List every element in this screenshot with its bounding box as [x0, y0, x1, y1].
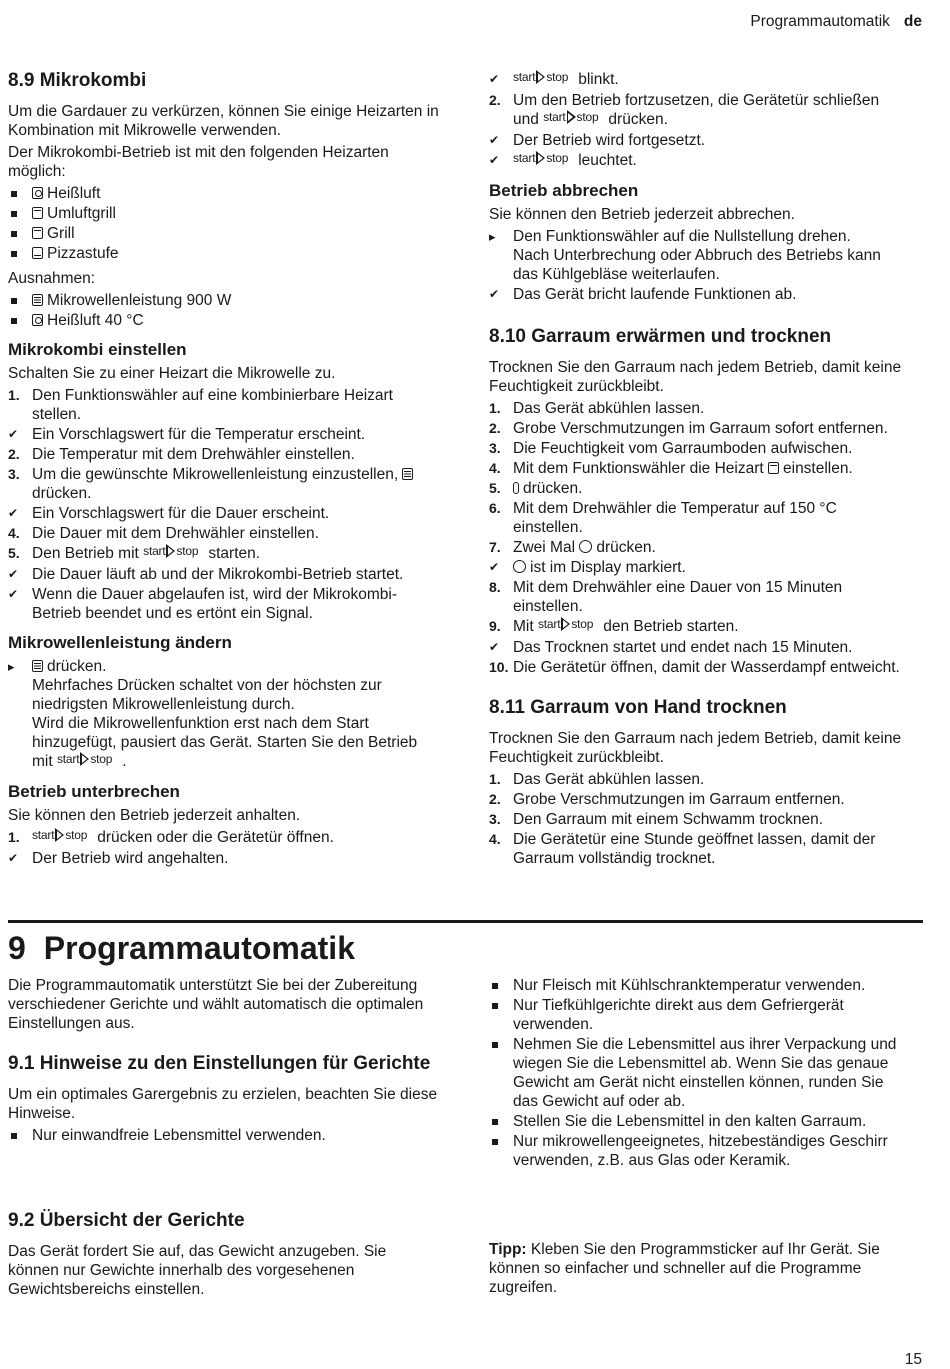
list-item: 3. Die Feuchtigkeit vom Garraumboden aufwischen. — [489, 440, 853, 457]
right-column-bottom — [489, 976, 909, 1174]
hot-air-icon — [32, 314, 43, 326]
s811-intro: Trocknen Sie den Garraum nach jedem Betrieb, damit keine Feuchtigkeit zurückbleibt. — [489, 730, 902, 766]
list-item: Pizzastufe — [8, 244, 440, 263]
list-item: Nur mikrowellengeeignetes, hitzebeständiges Geschirr verwenden, z.B. aus Glas oder Keramik. — [513, 1133, 888, 1169]
list-item: Grill — [8, 224, 440, 243]
start-stop-icon: start stop — [543, 110, 599, 124]
list-item: 1. start stop drücken oder die Gerätetür öffnen. — [8, 828, 334, 846]
s91-bullets-right — [489, 976, 909, 1170]
set-combi-steps — [8, 386, 440, 623]
s810-steps — [489, 399, 909, 677]
microwave-icon — [32, 660, 43, 672]
list-item: ist im Display markiert. — [489, 558, 909, 577]
list-item: Nehmen Sie die Lebensmittel aus ihrer Verpackung und wiegen Sie die Lebensmittel ab. Wenn Sie das genaue Gewicht am Gerät nicht einstellen können, runden Sie das Gewicht auf oder ab. — [513, 1036, 897, 1110]
list-item: Der Betrieb wird angehalten. — [32, 850, 229, 867]
list-item: 2. Die Temperatur mit dem Drehwähler einstellen. — [8, 446, 355, 463]
pause-steps — [8, 828, 440, 868]
list-item: 4. Mit dem Funktionswähler die Heizart einstellen. — [489, 460, 853, 477]
chapter-intro: Die Programmautomatik unterstützt Sie bei der Zubereitung verschiedener Gerichte und wählt automatisch die optimalen Einstellungen aus. — [8, 977, 424, 1032]
list-item: 3. Den Garraum mit einem Schwamm trocknen. — [489, 811, 824, 828]
exceptions-list — [8, 291, 440, 330]
list-item: 1. Das Gerät abkühlen lassen. — [489, 400, 705, 417]
grill-icon — [32, 227, 43, 239]
exceptions-label: Ausnahmen: — [8, 270, 96, 287]
list-item: 4. Die Dauer mit dem Drehwähler einstellen. — [8, 525, 319, 542]
thermometer-icon — [513, 482, 519, 494]
s811-steps — [489, 770, 909, 868]
set-combi-heading: Mikrokombi einstellen — [8, 340, 187, 359]
start-stop-icon: start stop — [32, 828, 88, 842]
heating-modes-list — [8, 184, 440, 263]
start-stop-icon: start stop — [513, 70, 569, 84]
list-item: Nur Fleisch mit Kühlschranktemperatur verwenden. — [513, 977, 866, 994]
circulating-grill-icon — [32, 207, 43, 219]
cancel-intro: Sie können den Betrieb jederzeit abbrechen. — [489, 206, 795, 223]
list-item: 8. Mit dem Drehwähler eine Dauer von 15 Minuten einstellen. — [489, 579, 843, 615]
list-item: Der Betrieb wird fortgesetzt. — [513, 132, 706, 149]
list-item: Wenn die Dauer abgelaufen ist, wird der Mikrokombi-Betrieb beendet und es ertönt ein Signal. — [32, 586, 397, 622]
hot-air-icon — [32, 187, 43, 199]
list-item: 10. Die Gerätetür öffnen, damit der Wasserdampf entweicht. — [489, 659, 900, 676]
start-stop-icon: start stop — [56, 752, 113, 766]
list-item: Umluftgrill — [8, 204, 440, 223]
list-item: Die Dauer läuft ab und der Mikrokombi-Betrieb startet. — [32, 566, 404, 583]
list-item: 1. Den Funktionswähler auf eine kombinierbare Heizart stellen. — [8, 387, 393, 423]
tip-text: Kleben Sie den Programmsticker auf Ihr Gerät. Sie können so einfacher und schneller auf die Programme zugreifen. — [489, 1241, 880, 1296]
s92-intro: Das Gerät fordert Sie auf, das Gewicht anzugeben. Sie können nur Gewichte innerhalb des vorgesehenen Gewichtsbereichs einstellen. — [8, 1243, 387, 1298]
start-stop-icon: start stop — [143, 544, 199, 558]
s810-intro: Trocknen Sie den Garraum nach jedem Betrieb, damit keine Feuchtigkeit zurückbleibt. — [489, 359, 902, 395]
list-item: 5. Den Betrieb mit start stop starten. — [8, 544, 261, 562]
clock-icon — [513, 560, 526, 573]
list-item: Das Gerät bricht laufende Funktionen ab. — [513, 286, 797, 303]
list-item: Ein Vorschlagswert für die Dauer erscheint. — [32, 505, 330, 522]
list-item: 9. Mit start stop den Betrieb starten. — [489, 617, 739, 635]
pause-steps-cont — [489, 70, 909, 171]
s89-intro: Um die Gardauer zu verkürzen, können Sie einige Heizarten in Kombination mit Mikrowelle verwenden. — [8, 103, 439, 139]
list-item: Den Funktionswähler auf die Nullstellung drehen. Nach Unterbrechung oder Abbruch des Betriebs kann das Kühlgebläse weiterlaufen. — [513, 228, 881, 283]
s89-intro2: Der Mikrokombi-Betrieb ist mit den folgenden Heizarten möglich: — [8, 144, 389, 180]
list-item: Mikrowellenleistung 900 W — [8, 291, 440, 310]
pause-heading: Betrieb unterbrechen — [8, 782, 180, 801]
tip-label: Tipp: — [489, 1241, 527, 1258]
section-8-10-heading: 8.10 Garraum erwärmen und trocknen — [489, 326, 832, 347]
left-column-bottom — [8, 976, 440, 1149]
list-item: Ein Vorschlagswert für die Temperatur erscheint. — [32, 426, 366, 443]
list-item: drücken. Mehrfaches Drücken schaltet von der höchsten zur niedrigsten Mikrowellenleistung durch. Wird die Mikrowellenfunktion erst nach dem Start hinzugefügt, pausiert das Gerät. Starten Sie den Betrieb mit start stop . — [32, 658, 418, 770]
section-8-9-heading: 8.9 Mikrokombi — [8, 70, 147, 91]
pause-intro: Sie können den Betrieb jederzeit anhalten. — [8, 807, 301, 824]
list-item: Heißluft 40 °C — [8, 311, 440, 330]
chapter-title: 9 Programmautomatik — [8, 930, 355, 966]
s91-bullets-left — [8, 1126, 440, 1145]
set-combi-intro: Schalten Sie zu einer Heizart die Mikrowelle zu. — [8, 365, 336, 382]
pizza-setting-icon — [32, 247, 43, 259]
list-item: Heißluft — [8, 184, 440, 203]
clock-icon — [579, 540, 592, 553]
power-change-steps — [8, 657, 440, 772]
power-change-heading: Mikrowellenleistung ändern — [8, 633, 232, 652]
list-item: 6. Mit dem Drehwähler die Temperatur auf 150 °C einstellen. — [489, 500, 837, 536]
left-column-top — [8, 70, 440, 872]
list-item: 3. Um die gewünschte Mikrowellenleistung einzustellen, drücken. — [8, 465, 440, 503]
list-item: Nur einwandfreie Lebensmittel verwenden. — [32, 1127, 326, 1144]
right-column-top — [489, 70, 909, 872]
list-item: Nur Tiefkühlgerichte direkt aus dem Gefriergerät verwenden. — [513, 997, 844, 1033]
section-9-1-heading: 9.1 Hinweise zu den Einstellungen für Gerichte — [8, 1053, 431, 1074]
cancel-heading: Betrieb abbrechen — [489, 181, 639, 200]
list-item: Das Trocknen startet und endet nach 15 Minuten. — [513, 639, 853, 656]
list-item: 2. Grobe Verschmutzungen im Garraum sofort entfernen. — [489, 420, 888, 437]
running-header-title: Programmautomatik — [750, 13, 890, 30]
microwave-icon — [32, 294, 43, 306]
start-stop-icon: start stop — [513, 151, 569, 165]
page-number: 15 — [904, 1351, 922, 1368]
running-header — [750, 12, 922, 31]
list-item: start stop blinkt. — [513, 70, 619, 88]
microwave-icon — [402, 468, 413, 480]
start-stop-icon: start stop — [537, 617, 594, 631]
list-item: Stellen Sie die Lebensmittel in den kalten Garraum. — [513, 1113, 867, 1130]
list-item: 7. Zwei Mal drücken. — [489, 539, 656, 556]
section-9-2-heading: 9.2 Übersicht der Gerichte — [8, 1210, 245, 1231]
s91-intro: Um ein optimales Garergebnis zu erzielen, beachten Sie diese Hinweise. — [8, 1086, 438, 1122]
list-item: 2. Um den Betrieb fortzusetzen, die Gerätetür schließen und start stop drücken. — [489, 92, 880, 128]
list-item: 1. Das Gerät abkühlen lassen. — [489, 771, 705, 788]
cancel-steps — [489, 227, 909, 304]
tip-box — [489, 1240, 909, 1300]
list-item: 5. drücken. — [489, 480, 583, 497]
language-code: de — [903, 13, 922, 30]
list-item: 4. Die Gerätetür eine Stunde geöffnet lassen, damit der Garraum vollständig trocknet. — [489, 831, 876, 867]
circulating-grill-icon — [768, 462, 779, 474]
list-item: start stop leuchtet. — [513, 151, 637, 169]
chapter-divider — [8, 920, 923, 923]
section-9-2-left — [8, 1210, 440, 1302]
list-item: 2. Grobe Verschmutzungen im Garraum entfernen. — [489, 791, 845, 808]
section-8-11-heading: 8.11 Garraum von Hand trocknen — [489, 697, 787, 718]
